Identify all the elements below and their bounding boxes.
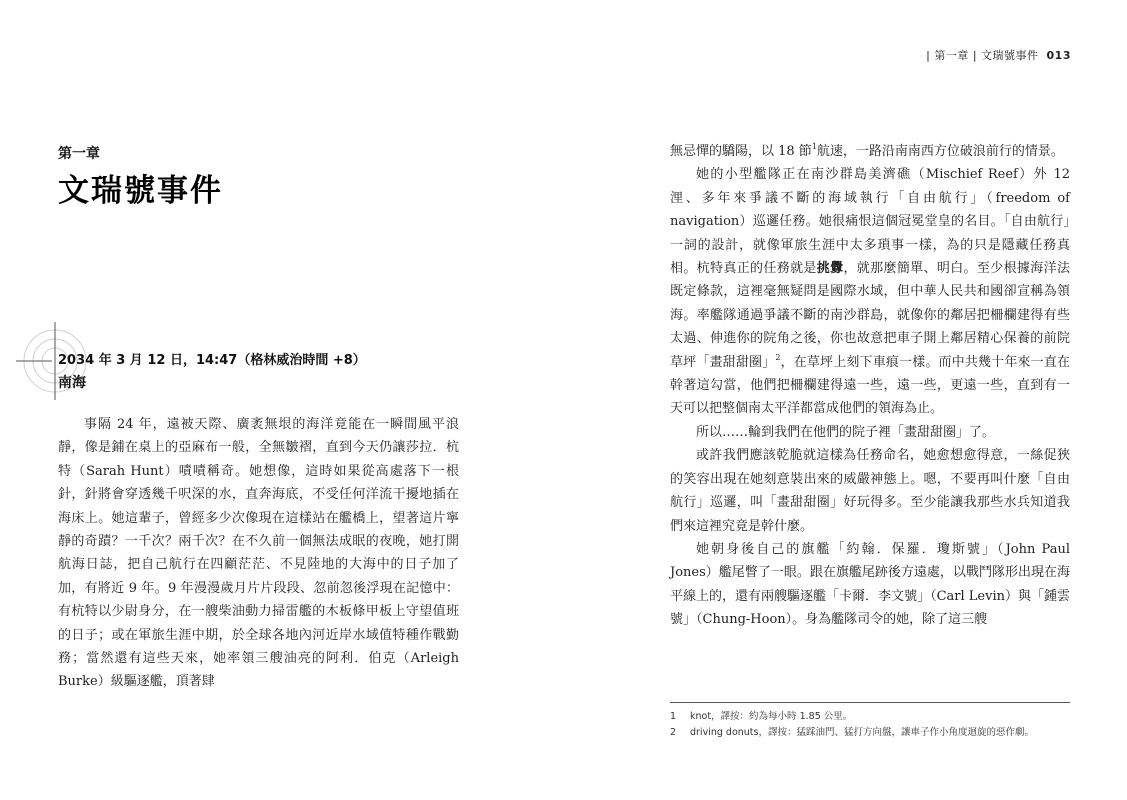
dateline: 2034 年 3 月 12 日，14:47（格林威治時間 +8）: [58, 353, 366, 368]
location-label: 南海: [58, 375, 86, 391]
emphasis-text: 挑釁: [816, 261, 844, 277]
body-paragraph: 或許我們應該乾脆就這樣為任務命名，她愈想愈得意，一絲促狹的笑容出現在她刻意裝出來的威嚴神態上。嗯，不要再叫什麼「自由航行」巡邏，叫「畫甜甜圈」好玩得多。至少能讓我那些水兵知道我們來這裡究竟是幹什麼。: [670, 448, 1070, 534]
chapter-title: 文瑞號事件: [58, 173, 223, 209]
body-paragraph: 所以……輪到我們在他們的院子裡「畫甜甜圈」了。: [696, 424, 996, 440]
running-header: [926, 47, 1071, 63]
body-paragraph: 無忌憚的驕陽，以 18 節$^1$航速，一路沿南南西方位破浪前行的情景。: [670, 142, 1064, 159]
body-paragraph: 她的小型艦隊正在南沙群島美濟礁（Mischief Reef）外 12 浬、多年來爭議不斷的海域執行「自由航行」（freedom of navigation）巡邏任務。她很痛恨這個冠冕堂皇的名目。「自由航行」一詞的設計，就像軍旅生涯中太多瑣事一樣，為的只是隱藏任務真相。杭特真正的任務就是挑釁，就那麼簡單、明白。至少根據海洋法既定條款，這裡毫無疑問是國際水域，但中華人民共和國卻宣稱為領海。率艦隊通過爭議不斷的南沙群島，就像你的鄰居把柵欄建得有些太過、伸進你的院角之後，你也故意把車子開上鄰居精心保養的前院草坪「畫甜甜圈」$^2$，在草坪上刻下車痕一樣。而中共幾十年來一直在幹著這勾當，他們把柵欄建得遠一些，遠一些，更遠一些，直到有一天可以把整個南太平洋都當成他們的領海為止。: [670, 167, 1070, 417]
footnote-item: 2 driving donuts，譯按：猛踩油門、猛打方向盤，讓車子作小角度迴旋的惡作劇。: [670, 727, 1034, 738]
left-column-text: [58, 413, 459, 694]
footnote-divider: [670, 702, 1070, 703]
footnote-ref: 2: [775, 352, 781, 362]
right-column-text: [670, 140, 1070, 632]
page-number: 013: [1046, 49, 1071, 62]
body-paragraph: 事隔 24 年，遠被天際、廣袤無垠的海洋竟能在一瞬間風平浪靜，像是鋪在桌上的亞麻布一般，全無皺褶，直到今天仍讓莎拉．杭特（Sarah Hunt）嘖嘖稱奇。她想像，這時如果從高處落下一根針，針將會穿透幾千呎深的水，直奔海底，不受任何洋流干擾地插在海床上。她這輩子，曾經多少次像現在這樣站在艦橋上，望著這片寧靜的奇蹟？一千次？兩千次？在不久前一個無法成眠的夜晚，她打開航海日誌，把自己航行在四顧茫茫、不見陸地的大海中的日子加了加，有將近 9 年。9 年漫漫歲月片片段段、忽前忽後浮現在記憶中：有杭特以少尉身分，在一艘柴油動力掃雷艦的木板條甲板上守望值班的日子；或在軍旅生涯中期，於全球各地內河近岸水域值特種作戰勤務；當然還有這些天來，她率領三艘油亮的阿利．伯克（Arleigh Burke）級驅逐艦，頂著肆: [58, 417, 459, 690]
running-title: | 第一章 | 文瑞號事件: [926, 49, 1039, 62]
footnote-ref: 1: [811, 142, 817, 151]
chapter-label: 第一章: [58, 146, 100, 162]
footnotes: [670, 709, 1075, 741]
footnote-item: 1 knot，譯按：約為每小時 1.85 公里。: [670, 711, 853, 722]
body-paragraph: 她朝身後自己的旗艦「約翰．保羅．瓊斯號」（John Paul Jones）艦尾瞥了一眼。跟在旗艦尾跡後方遠處，以戰鬥隊形出現在海平線上的，還有兩艘驅逐艦「卡爾．李文號」（Carl Levin）與「鍾雲號」（Chung-Hoon）。身為艦隊司令的她，除了這三艘: [670, 541, 1070, 628]
